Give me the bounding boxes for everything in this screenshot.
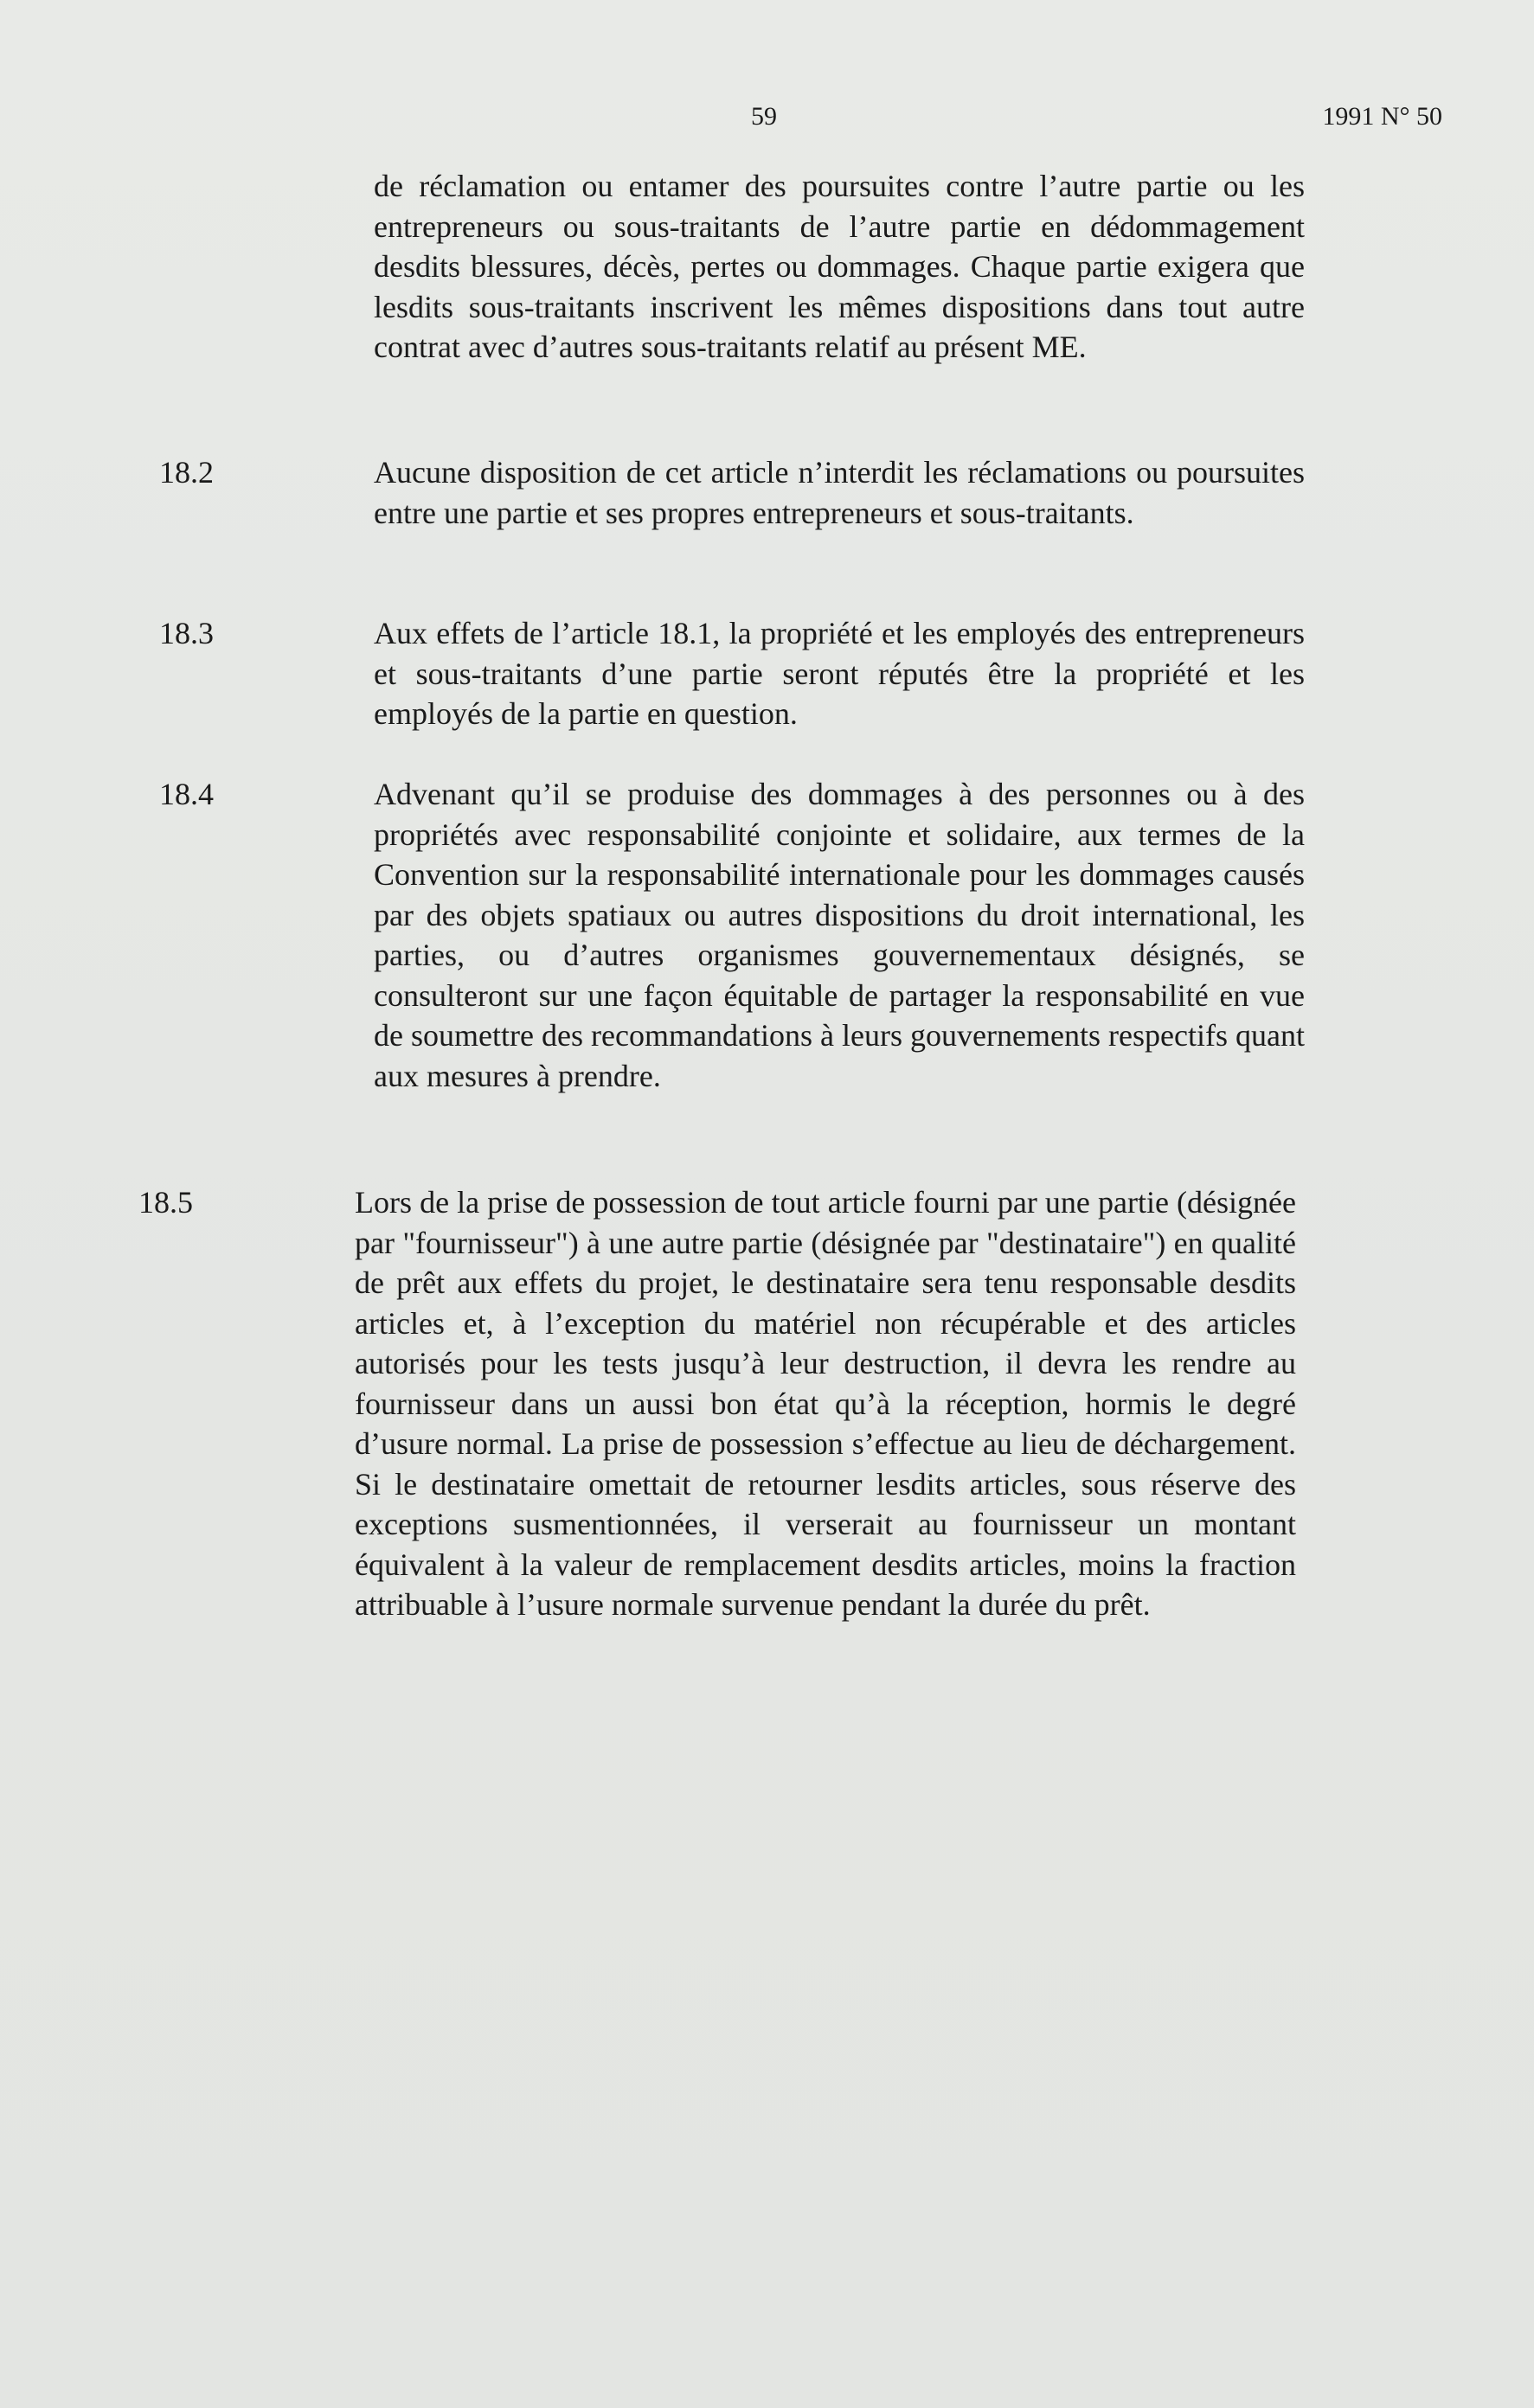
paragraph-text: Aucune disposition de cet article n’interdit les réclamations ou poursuites entre une partie et ses propres entrepreneurs et sous-traitants. bbox=[374, 455, 1305, 530]
paragraph-text: Advenant qu’il se produise des dommages à des personnes ou à des propriétés avec responsabilité conjointe et solidaire, aux termes de la Convention sur la responsabilité internationale pour les dommages causés par des objets spatiaux ou autres dispositions du droit international, les parties, ou d’autres organismes gouvernementaux désignés, se consulteront sur une façon équitable de partager la responsabilité en vue de soumettre des recommandations à leurs gouvernements respectifs quant aux mesures à prendre. bbox=[374, 777, 1305, 1093]
publication-reference: 1991 N° 50 bbox=[1322, 102, 1442, 131]
paragraph-number: 18.2 bbox=[159, 455, 214, 490]
page-number: 59 bbox=[751, 102, 777, 131]
paragraph-text: Aux effets de l’article 18.1, la propriété et les employés des entrepreneurs et sous-traitants d’une partie seront réputés être la propriété et les employés de la partie en question. bbox=[374, 616, 1305, 731]
paragraph-number: 18.4 bbox=[159, 777, 214, 811]
paragraph-number: 18.3 bbox=[159, 616, 214, 650]
paragraph-text: de réclamation ou entamer des poursuites contre l’autre partie ou les entrepreneurs ou sous-traitants de l’autre partie en dédommagement desdits blessures, décès, pertes ou dommages. Chaque partie exigera que lesdits sous-traitants inscrivent les mêmes dispositions dans tout autre contrat avec d’autres sous-traitants relatif au présent ME. bbox=[374, 169, 1305, 364]
paragraph-number: 18.5 bbox=[138, 1185, 193, 1220]
paragraph-text: Lors de la prise de possession de tout article fourni par une partie (désignée par "fournisseur") à une autre partie (désignée par "destinataire") en qualité de prêt aux effets du projet, le destinataire sera tenu responsable desdits articles et, à l’exception du matériel non récupérable et des articles autorisés pour les tests jusqu’à leur destruction, il devra les rendre au fournisseur dans un aussi bon état qu’à la réception, hormis le degré d’usure normal. La prise de possession s’effectue au lieu de déchargement. Si le destinataire omettait de retourner lesdits articles, sous réserve des exceptions susmentionnées, il verserait au fournisseur un montant équivalent à la valeur de remplacement desdits articles, moins la fraction attribuable à l’usure normale survenue pendant la durée du prêt. bbox=[355, 1185, 1296, 1622]
page-header bbox=[0, 102, 1534, 140]
